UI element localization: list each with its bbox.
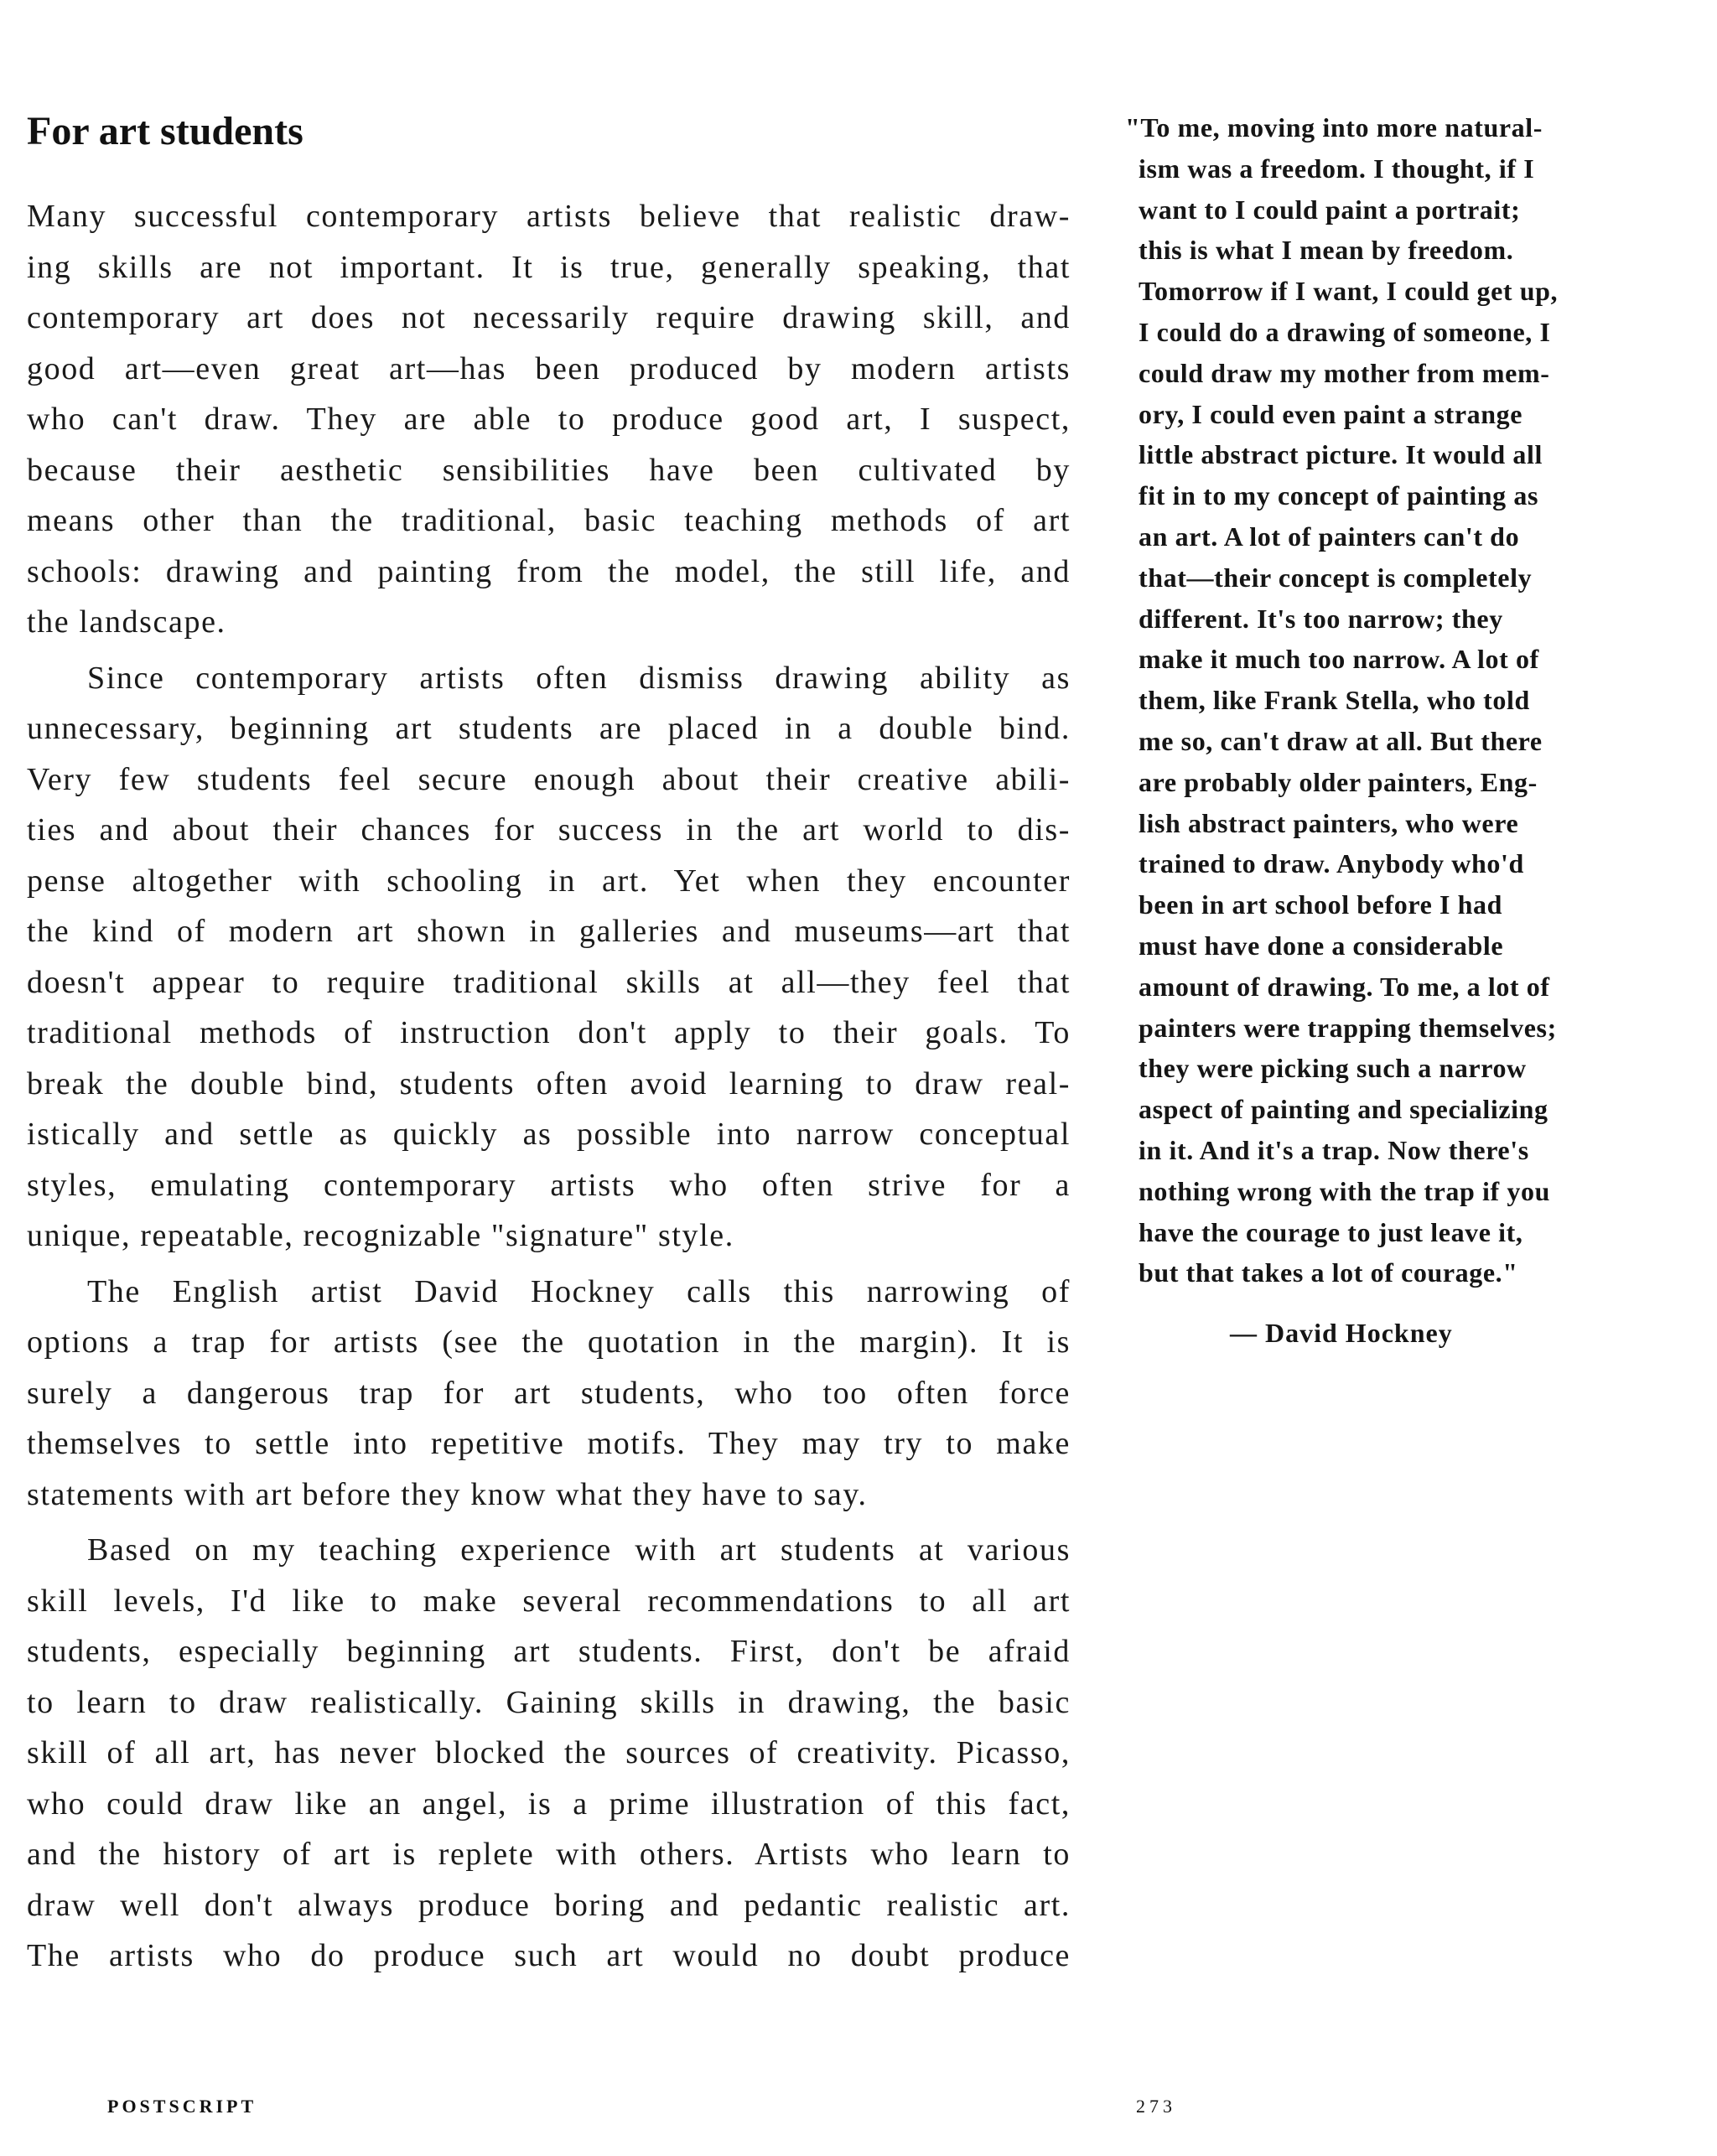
text-line: who could draw like an angel, is a prime illustration of this fact, <box>27 1785 1071 1822</box>
quote-line: me so, can't draw at all. But there <box>1139 725 1543 756</box>
quote-line: little abstract picture. It would all <box>1139 439 1543 470</box>
quote-line: "To me, moving into more natural- <box>1125 112 1543 143</box>
quote-line: this is what I mean by freedom. <box>1139 235 1514 266</box>
text-line: who can't draw. They are able to produce good art, I suspect, <box>27 402 1071 437</box>
quote-line: fit in to my concept of painting as <box>1139 480 1538 511</box>
quote-line: different. It's too narrow; they <box>1139 603 1503 634</box>
quote-line: lish abstract painters, who were <box>1139 807 1519 838</box>
quote-line: I could do a drawing of someone, I <box>1139 316 1551 347</box>
text-line: unique, repeatable, recognizable "signature" style. <box>27 1218 734 1253</box>
quote-line: want to I could paint a portrait; <box>1139 194 1521 225</box>
text-line: contemporary art does not necessarily require drawing skill, and <box>27 300 1071 335</box>
margin-quote <box>1125 107 1628 1293</box>
text-line: the landscape. <box>27 604 226 640</box>
text-line: means other than the traditional, basic teaching methods of art <box>27 503 1071 538</box>
quote-line: aspect of painting and specializing <box>1139 1094 1548 1125</box>
quote-line: Tomorrow if I want, I could get up, <box>1139 276 1559 307</box>
running-head: POSTSCRIPT <box>107 2096 257 2117</box>
text-line: Since contemporary artists often dismiss drawing ability as <box>87 660 1071 696</box>
text-line: istically and settle as quickly as possible into narrow conceptual <box>27 1117 1071 1152</box>
text-line: surely a dangerous trap for art students, who too often force <box>27 1375 1071 1411</box>
quote-line: nothing wrong with the trap if you <box>1139 1175 1550 1206</box>
text-line: Based on my teaching experience with art students at various <box>87 1532 1071 1568</box>
text-line: skill levels, I'd like to make several recommendations to all art <box>27 1583 1071 1619</box>
quote-line: painters were trapping themselves; <box>1139 1012 1557 1043</box>
text-line: ing skills are not important. It is true, generally speaking, that <box>27 249 1071 285</box>
text-line: break the double bind, students often avoid learning to draw real- <box>27 1065 1071 1101</box>
text-line: options a trap for artists (see the quotation in the margin). It is <box>27 1324 1071 1360</box>
quote-line: make it much too narrow. A lot of <box>1139 644 1539 675</box>
text-line: styles, emulating contemporary artists who often strive for a <box>27 1167 1071 1203</box>
text-line: the kind of modern art shown in galleries and museums—art that <box>27 914 1071 949</box>
quote-attribution: — David Hockney <box>1230 1318 1453 1348</box>
text-line: to learn to draw realistically. Gaining skills in drawing, the basic <box>27 1684 1071 1720</box>
text-line: Very few students feel secure enough about their creative abili- <box>27 761 1071 797</box>
quote-line: them, like Frank Stella, who told <box>1139 685 1530 716</box>
paragraph-3 <box>27 1267 1071 1521</box>
text-line: good art—even great art—has been produced by modern artists <box>27 350 1071 386</box>
text-line: The artists who do produce such art would no doubt produce <box>27 1938 1071 1973</box>
quote-line: have the courage to just leave it, <box>1139 1216 1523 1247</box>
section-title: For art students <box>27 109 303 153</box>
quote-line: could draw my mother from mem- <box>1139 357 1550 388</box>
paragraph-2 <box>27 653 1071 1262</box>
quote-line: are probably older painters, Eng- <box>1139 766 1538 797</box>
quote-line: but that takes a lot of courage." <box>1139 1257 1518 1288</box>
text-line: doesn't appear to require traditional skills at all—they feel that <box>27 964 1071 1000</box>
quote-line: amount of drawing. To me, a lot of <box>1139 971 1550 1002</box>
text-line: The English artist David Hockney calls this narrowing of <box>87 1273 1071 1309</box>
text-line: Many successful contemporary artists believe that realistic draw- <box>27 199 1071 234</box>
quote-line: they were picking such a narrow <box>1139 1053 1527 1084</box>
text-line: draw well don't always produce boring and pedantic realistic art. <box>27 1887 1071 1923</box>
quote-line: must have done a considerable <box>1139 930 1504 961</box>
quote-line: been in art school before I had <box>1139 889 1503 920</box>
text-line: ties and about their chances for success in the art world to dis- <box>27 812 1071 847</box>
quote-line: an art. A lot of painters can't do <box>1139 521 1520 552</box>
text-line: unnecessary, beginning art students are placed in a double bind. <box>27 711 1071 746</box>
quote-line: in it. And it's a trap. Now there's <box>1139 1134 1529 1165</box>
text-line: schools: drawing and painting from the model, the still life, and <box>27 553 1071 589</box>
text-line: skill of all art, has never blocked the sources of creativity. Picasso, <box>27 1735 1071 1770</box>
quote-line: that—their concept is completely <box>1139 562 1533 593</box>
text-line: themselves to settle into repetitive motifs. They may try to make <box>27 1426 1071 1461</box>
quote-line: ism was a freedom. I thought, if I <box>1139 153 1535 184</box>
quote-line: trained to draw. Anybody who'd <box>1139 848 1524 879</box>
paragraph-1 <box>27 191 1071 648</box>
text-line: pense altogether with schooling in art. Yet when they encounter <box>27 863 1071 899</box>
text-line: because their aesthetic sensibilities have been cultivated by <box>27 452 1071 488</box>
text-line: students, especially beginning art students. First, don't be afraid <box>27 1634 1071 1669</box>
text-line: statements with art before they know what they have to say. <box>27 1476 868 1512</box>
text-line: and the history of art is replete with others. Artists who learn to <box>27 1837 1071 1872</box>
main-text-column <box>27 191 1071 1987</box>
quote-line: ory, I could even paint a strange <box>1139 398 1523 429</box>
text-line: traditional methods of instruction don't apply to their goals. To <box>27 1015 1071 1050</box>
page-number: 273 <box>1136 2096 1176 2117</box>
paragraph-4 <box>27 1525 1071 1982</box>
